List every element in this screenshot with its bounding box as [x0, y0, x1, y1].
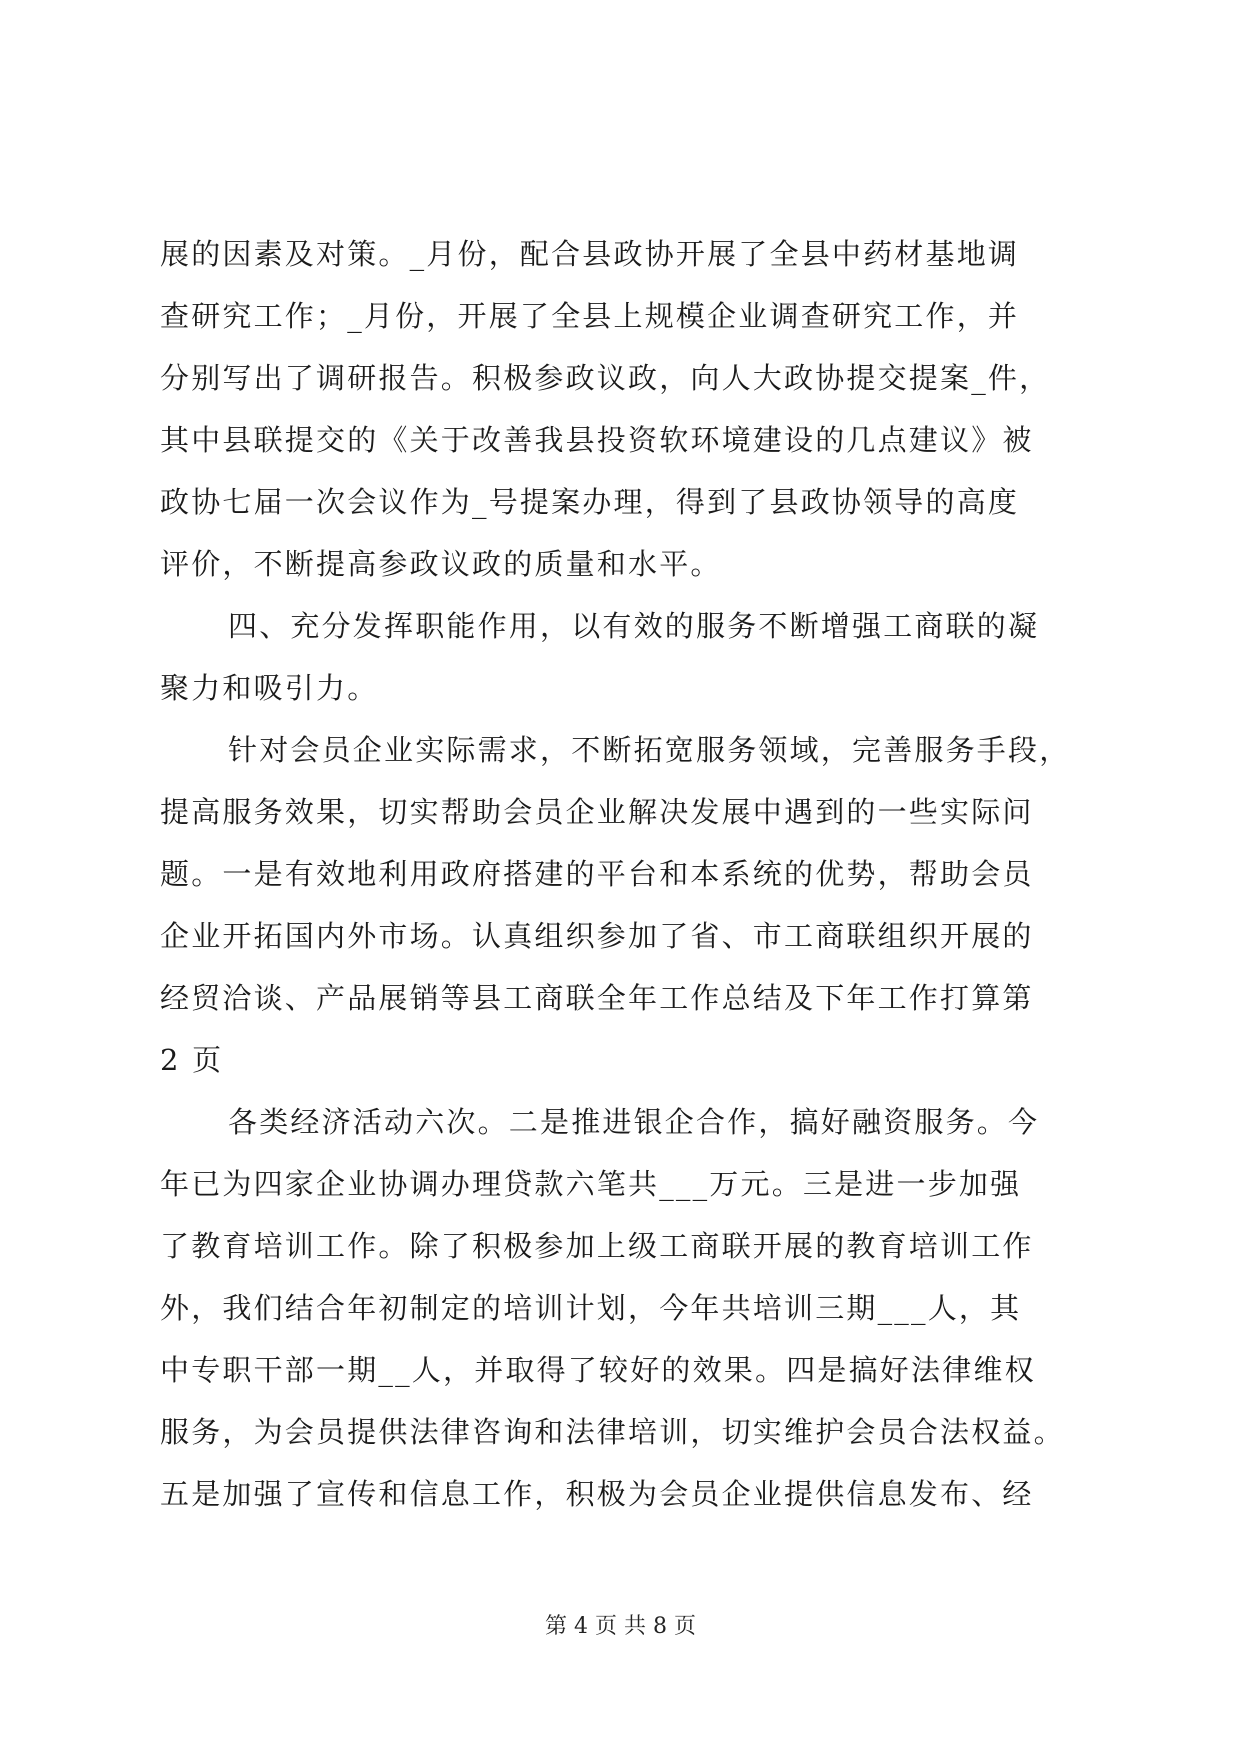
body-text-line: 了教育培训工作。除了积极参加上级工商联开展的教育培训工作 [160, 1229, 1034, 1263]
body-text-line: 服务，为会员提供法律咨询和法律培训，切实维护会员合法权益。 [160, 1415, 1065, 1449]
body-text-line: 五是加强了宣传和信息工作，积极为会员企业提供信息发布、经 [160, 1477, 1034, 1511]
body-text-line: 政协七届一次会议作为_号提案办理，得到了县政协领导的高度 [160, 485, 1020, 519]
body-text-line: 提高服务效果，切实帮助会员企业解决发展中遇到的一些实际问 [160, 795, 1034, 829]
body-text-line: 年已为四家企业协调办理贷款六笔共___万元。三是进一步加强 [160, 1167, 1022, 1201]
body-text-line: 其中县联提交的《关于改善我县投资软环境建设的几点建议》被 [160, 423, 1034, 457]
section-heading-line: 四、充分发挥职能作用，以有效的服务不断增强工商联的凝 [228, 609, 1040, 643]
body-text-line: 经贸洽谈、产品展销等县工商联全年工作总结及下年工作打算第 [160, 981, 1034, 1015]
body-text-line: 中专职干部一期__人，并取得了较好的效果。四是搞好法律维权 [160, 1353, 1036, 1387]
body-text-line: 题。一是有效地利用政府搭建的平台和本系统的优势，帮助会员 [160, 857, 1034, 891]
body-text-line: 展的因素及对策。_月份，配合县政协开展了全县中药材基地调 [160, 237, 1020, 271]
body-text-line: 查研究工作；_月份，开展了全县上规模企业调查研究工作，并 [160, 299, 1020, 333]
section-heading-line: 聚力和吸引力。 [160, 671, 379, 705]
body-text-line: 分别写出了调研报告。积极参政议政，向人大政协提交提案_件， [160, 361, 1051, 395]
page-footer: 第 4 页 共 8 页 [545, 1614, 696, 1639]
body-text-line: 针对会员企业实际需求，不断拓宽服务领域，完善服务手段， [228, 733, 1071, 767]
body-text-line: 各类经济活动六次。二是推进银企合作，搞好融资服务。今 [228, 1105, 1040, 1139]
body-text-line: 外，我们结合年初制定的培训计划，今年共培训三期___人，其 [160, 1291, 1022, 1325]
body-text-line: 评价，不断提高参政议政的质量和水平。 [160, 547, 722, 581]
inline-page-marker: 2 页 [160, 1043, 224, 1077]
body-text-line: 企业开拓国内外市场。认真组织参加了省、市工商联组织开展的 [160, 919, 1034, 953]
